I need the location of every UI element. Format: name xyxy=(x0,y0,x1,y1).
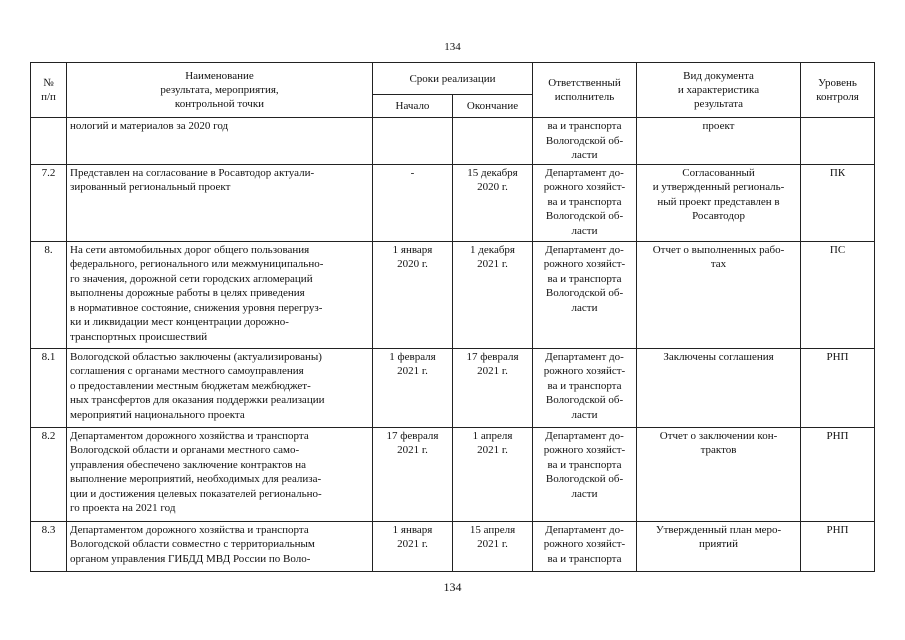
table-row xyxy=(31,521,875,571)
row-level: ПК xyxy=(801,164,875,241)
row-name: Представлен на согласование в Росавтодор актуали- зированный региональный проект xyxy=(67,164,373,241)
row-name: На сети автомобильных дорог общего пользования федерального, регионального или межмуниципально- го значения, дорожной сети городских агломераций выполнены дорожные работы в целях приведения в нормативное состояние, снижения уровня перегруз- ки и ликвидации мест концентрации дорожно- транспортных происшествий xyxy=(67,241,373,348)
header-end: Окончание xyxy=(453,95,533,118)
implementation-plan-table xyxy=(30,62,875,572)
row-executor: Департамент до- рожного хозяйст- ва и транспорта xyxy=(533,521,637,571)
row-doc: Отчет о заключении кон- трактов xyxy=(637,427,801,521)
table-row xyxy=(31,241,875,348)
row-end: 17 февраля 2021 г. xyxy=(453,348,533,427)
header-name: Наименование результата, мероприятия, контрольной точки xyxy=(67,63,373,118)
row-start: 1 января 2021 г. xyxy=(373,521,453,571)
row-start xyxy=(373,118,453,165)
row-executor: Департамент до- рожного хозяйст- ва и транспорта Вологодской об- ласти xyxy=(533,164,637,241)
page-number-top: 134 xyxy=(444,41,461,53)
row-level: РНП xyxy=(801,348,875,427)
table-row xyxy=(31,427,875,521)
row-end: 1 апреля 2021 г. xyxy=(453,427,533,521)
row-end: 1 декабря 2021 г. xyxy=(453,241,533,348)
row-level xyxy=(801,118,875,165)
header-num: № п/п xyxy=(31,63,67,118)
row-num: 8. xyxy=(31,241,67,348)
table-row xyxy=(31,164,875,241)
header-start: Начало xyxy=(373,95,453,118)
row-level: РНП xyxy=(801,521,875,571)
header-terms: Сроки реализации xyxy=(373,63,533,95)
table-row xyxy=(31,348,875,427)
header-executor: Ответственный исполнитель xyxy=(533,63,637,118)
row-doc: Заключены соглашения xyxy=(637,348,801,427)
row-start: 1 февраля 2021 г. xyxy=(373,348,453,427)
header-doc-type: Вид документа и характеристика результата xyxy=(637,63,801,118)
row-name: нологий и материалов за 2020 год xyxy=(67,118,373,165)
row-executor: Департамент до- рожного хозяйст- ва и транспорта Вологодской об- ласти xyxy=(533,427,637,521)
row-executor: ва и транспорта Вологодской об- ласти xyxy=(533,118,637,165)
row-doc: Согласованный и утвержденный региональ- ный проект представлен в Росавтодор xyxy=(637,164,801,241)
row-num: 7.2 xyxy=(31,164,67,241)
row-doc: Утвержденный план меро- приятий xyxy=(637,521,801,571)
row-start: - xyxy=(373,164,453,241)
row-num: 8.2 xyxy=(31,427,67,521)
row-start: 1 января 2020 г. xyxy=(373,241,453,348)
row-num: 8.3 xyxy=(31,521,67,571)
row-end xyxy=(453,118,533,165)
row-doc: проект xyxy=(637,118,801,165)
row-start: 17 февраля 2021 г. xyxy=(373,427,453,521)
row-name: Вологодской областью заключены (актуализированы) соглашения с органами местного самоуправления о предоставлении местным бюджетам межбюджет- ных трансфертов для оказания поддержки реализации мероприятий национального проекта xyxy=(67,348,373,427)
row-name: Департаментом дорожного хозяйства и транспорта Вологодской области совместно с территориальным органом управления ГИБДД МВД России по Воло- xyxy=(67,521,373,571)
header-level: Уровень контроля xyxy=(801,63,875,118)
row-num xyxy=(31,118,67,165)
row-num: 8.1 xyxy=(31,348,67,427)
row-name: Департаментом дорожного хозяйства и транспорта Вологодской области и органами местного само- управления обеспечено заключение контрактов на выполнение мероприятий, необходимых для реализа- ции и достижения целевых показателей регионально- го проекта на 2021 год xyxy=(67,427,373,521)
page-number-bottom: 134 xyxy=(443,580,462,594)
row-level: РНП xyxy=(801,427,875,521)
table-row xyxy=(31,118,875,165)
row-executor: Департамент до- рожного хозяйст- ва и транспорта Вологодской об- ласти xyxy=(533,348,637,427)
row-end: 15 декабря 2020 г. xyxy=(453,164,533,241)
row-end: 15 апреля 2021 г. xyxy=(453,521,533,571)
row-level: ПС xyxy=(801,241,875,348)
row-executor: Департамент до- рожного хозяйст- ва и транспорта Вологодской об- ласти xyxy=(533,241,637,348)
row-doc: Отчет о выполненных рабо- тах xyxy=(637,241,801,348)
